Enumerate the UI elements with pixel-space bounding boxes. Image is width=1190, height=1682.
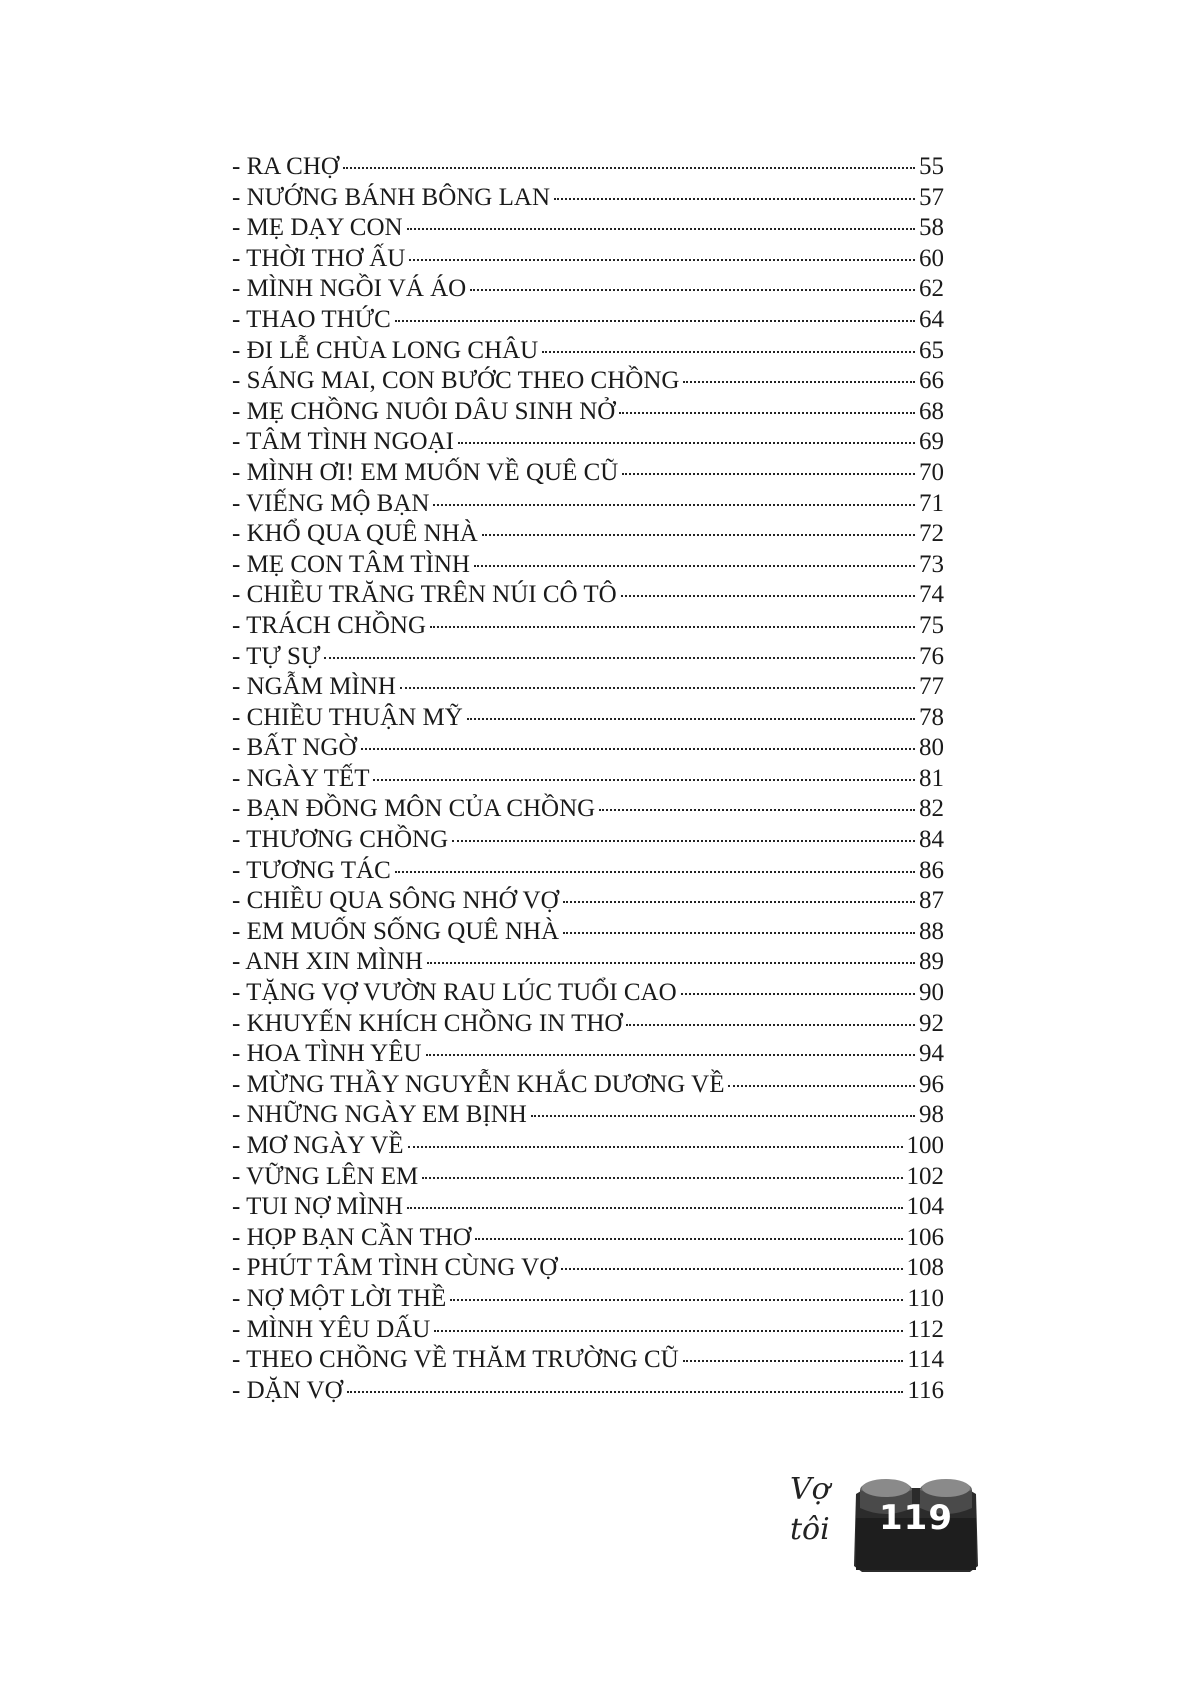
toc-entry-page: 84	[919, 826, 944, 854]
toc-entry-page: 106	[906, 1223, 944, 1251]
toc-entry-page: 65	[919, 336, 944, 364]
toc-entry-page: 98	[919, 1101, 944, 1129]
toc-entry	[232, 856, 944, 887]
toc-entry-title: - NHỮNG NGÀY EM BỊNH	[232, 1101, 527, 1129]
toc-dot-leader	[427, 962, 915, 964]
toc-entry-title: - NƯỚNG BÁNH BÔNG LAN	[232, 183, 550, 211]
toc-entry	[232, 764, 944, 795]
toc-entry-title: - THỜI THƠ ẤU	[232, 244, 406, 272]
toc-entry-page: 92	[919, 1009, 944, 1037]
book-title-line1: Vợ	[790, 1472, 830, 1507]
toc-entry-title: - NGẪM MÌNH	[232, 673, 396, 701]
toc-dot-leader	[531, 1115, 915, 1117]
toc-dot-leader	[434, 1330, 903, 1332]
toc-dot-leader	[482, 534, 915, 536]
toc-dot-leader	[430, 626, 915, 628]
toc-dot-leader	[408, 1146, 903, 1148]
toc-dot-leader	[343, 167, 915, 169]
toc-dot-leader	[395, 871, 915, 873]
toc-dot-leader	[426, 1054, 915, 1056]
toc-entry-title: - TRÁCH CHỒNG	[232, 611, 426, 639]
toc-entry	[232, 152, 944, 183]
toc-dot-leader	[626, 1024, 915, 1026]
toc-entry-page: 60	[919, 244, 944, 272]
toc-entry	[232, 427, 944, 458]
toc-dot-leader	[407, 1207, 902, 1209]
toc-entry-title: - KHUYẾN KHÍCH CHỒNG IN THƠ	[232, 1009, 623, 1037]
toc-dot-leader	[395, 320, 915, 322]
toc-entry-title: - MỪNG THẦY NGUYỄN KHẮC DƯƠNG VỀ	[232, 1070, 725, 1098]
toc-entry	[232, 1100, 944, 1131]
toc-entry	[232, 397, 944, 428]
toc-dot-leader	[400, 687, 915, 689]
toc-entry-title: - EM MUỐN SỐNG QUÊ NHÀ	[232, 917, 560, 945]
toc-entry	[232, 580, 944, 611]
toc-entry-title: - RA CHỢ	[232, 153, 339, 180]
toc-entry	[232, 489, 944, 520]
toc-entry	[232, 550, 944, 581]
toc-entry-page: 66	[919, 367, 944, 395]
toc-entry	[232, 947, 944, 978]
toc-entry	[232, 305, 944, 336]
toc-entry	[232, 183, 944, 214]
table-of-contents	[232, 152, 944, 1406]
toc-dot-leader	[599, 809, 915, 811]
toc-entry-page: 104	[906, 1193, 944, 1221]
toc-entry-page: 90	[919, 979, 944, 1007]
toc-entry-title: - MÌNH ƠI! EM MUỐN VỀ QUÊ CŨ	[232, 458, 619, 486]
toc-entry-page: 72	[919, 520, 944, 548]
toc-entry-title: - NỢ MỘT LỜI THỀ	[232, 1284, 447, 1312]
toc-entry	[232, 519, 944, 550]
toc-entry-page: 75	[919, 611, 944, 639]
toc-dot-leader	[458, 442, 915, 444]
toc-dot-leader	[683, 1360, 904, 1362]
toc-entry-page: 114	[907, 1346, 944, 1374]
toc-entry	[232, 244, 944, 275]
toc-entry	[232, 1162, 944, 1193]
toc-dot-leader	[561, 1268, 902, 1270]
toc-dot-leader	[474, 565, 915, 567]
toc-entry-page: 69	[919, 428, 944, 456]
toc-entry-title: - MẸ DẠY CON	[232, 214, 403, 242]
toc-entry-page: 64	[919, 305, 944, 333]
toc-entry-page: 80	[919, 734, 944, 762]
toc-entry	[232, 886, 944, 917]
toc-entry	[232, 825, 944, 856]
toc-dot-leader	[373, 779, 915, 781]
toc-entry-title: - HỌP BẠN CẦN THƠ	[232, 1223, 471, 1251]
toc-dot-leader	[621, 595, 915, 597]
toc-entry-page: 88	[919, 917, 944, 945]
toc-entry-page: 76	[919, 642, 944, 670]
toc-dot-leader	[361, 748, 915, 750]
toc-dot-leader	[470, 289, 915, 291]
toc-entry-page: 57	[919, 183, 944, 211]
toc-entry-title: - MÌNH YÊU DẤU	[232, 1315, 431, 1343]
toc-dot-leader	[467, 718, 915, 720]
toc-entry	[232, 1223, 944, 1254]
toc-entry-title: - KHỔ QUA QUÊ NHÀ	[232, 520, 478, 548]
toc-entry	[232, 213, 944, 244]
toc-entry-title: - MẸ CHỒNG NUÔI DÂU SINH NỞ	[232, 397, 616, 425]
toc-entry-title: - ANH XIN MÌNH	[232, 948, 423, 976]
toc-entry	[232, 1070, 944, 1101]
toc-entry-title: - THAO THỨC	[232, 305, 391, 333]
toc-entry	[232, 458, 944, 489]
toc-entry-title: - SÁNG MAI, CON BƯỚC THEO CHỒNG	[232, 367, 680, 395]
toc-entry-page: 58	[919, 214, 944, 242]
toc-dot-leader	[542, 351, 915, 353]
toc-entry	[232, 1345, 944, 1376]
toc-entry	[232, 733, 944, 764]
toc-entry-page: 68	[919, 397, 944, 425]
toc-entry-title: - CHIỀU QUA SÔNG NHỚ VỢ	[232, 887, 559, 915]
toc-entry-title: - TƯƠNG TÁC	[232, 856, 391, 884]
toc-entry-title: - HOA TÌNH YÊU	[232, 1040, 422, 1068]
toc-entry-page: 116	[907, 1376, 944, 1404]
toc-entry-title: - DẶN VỢ	[232, 1376, 343, 1404]
toc-entry-title: - NGÀY TẾT	[232, 764, 370, 792]
toc-dot-leader	[728, 1085, 915, 1087]
toc-entry	[232, 1315, 944, 1346]
toc-entry	[232, 1009, 944, 1040]
toc-entry	[232, 1192, 944, 1223]
toc-entry-page: 108	[906, 1254, 944, 1282]
toc-entry	[232, 1284, 944, 1315]
toc-entry-title: - VIẾNG MỘ BẠN	[232, 489, 430, 517]
toc-entry-title: - TẶNG VỢ VƯỜN RAU LÚC TUỔI CAO	[232, 979, 677, 1007]
toc-entry	[232, 366, 944, 397]
toc-dot-leader	[681, 993, 915, 995]
toc-entry-page: 89	[919, 948, 944, 976]
toc-entry-page: 112	[907, 1315, 944, 1343]
toc-entry-page: 74	[919, 581, 944, 609]
toc-entry	[232, 611, 944, 642]
toc-dot-leader	[683, 381, 915, 383]
toc-entry-page: 73	[919, 550, 944, 578]
toc-entry-title: - MẸ CON TÂM TÌNH	[232, 550, 470, 578]
toc-entry	[232, 1376, 944, 1407]
toc-entry	[232, 1253, 944, 1284]
toc-entry	[232, 642, 944, 673]
toc-entry-page: 62	[919, 275, 944, 303]
toc-entry-page: 87	[919, 887, 944, 915]
toc-entry-page: 55	[919, 153, 944, 180]
toc-entry	[232, 274, 944, 305]
toc-entry-title: - VỮNG LÊN EM	[232, 1162, 419, 1190]
toc-dot-leader	[433, 504, 915, 506]
toc-entry	[232, 1131, 944, 1162]
toc-entry-page: 77	[919, 673, 944, 701]
toc-dot-leader	[409, 259, 915, 261]
page-number: 119	[879, 1498, 953, 1538]
toc-entry	[232, 703, 944, 734]
toc-entry-title: - MÌNH NGỒI VÁ ÁO	[232, 275, 467, 303]
toc-entry-title: - TỰ SỰ	[232, 642, 321, 670]
toc-entry	[232, 917, 944, 948]
toc-entry	[232, 978, 944, 1009]
toc-entry-page: 110	[907, 1284, 944, 1312]
toc-entry-page: 100	[906, 1132, 944, 1159]
toc-entry-title: - TUI NỢ MÌNH	[232, 1193, 404, 1221]
book-title-line2: tôi	[790, 1512, 830, 1547]
toc-dot-leader	[324, 657, 915, 659]
page-footer	[790, 1470, 990, 1590]
toc-dot-leader	[407, 228, 915, 230]
toc-entry-title: - CHIỀU TRĂNG TRÊN NÚI CÔ TÔ	[232, 581, 617, 609]
toc-entry	[232, 336, 944, 367]
toc-dot-leader	[450, 1299, 903, 1301]
toc-entry-page: 102	[906, 1162, 944, 1190]
toc-dot-leader	[554, 198, 915, 200]
toc-entry	[232, 672, 944, 703]
toc-dot-leader	[563, 932, 915, 934]
toc-dot-leader	[452, 840, 915, 842]
toc-dot-leader	[422, 1177, 902, 1179]
toc-entry-page: 78	[919, 703, 944, 731]
toc-entry	[232, 1039, 944, 1070]
toc-entry-title: - BẤT NGỜ	[232, 734, 357, 762]
toc-dot-leader	[347, 1391, 904, 1393]
toc-entry-title: - TÂM TÌNH NGOẠI	[232, 428, 454, 456]
toc-entry-title: - THEO CHỒNG VỀ THĂM TRƯỜNG CŨ	[232, 1346, 679, 1374]
toc-entry-page: 81	[919, 764, 944, 792]
toc-entry-title: - BẠN ĐỒNG MÔN CỦA CHỒNG	[232, 795, 596, 823]
toc-dot-leader	[563, 901, 915, 903]
toc-entry-page: 94	[919, 1040, 944, 1068]
toc-dot-leader	[619, 412, 915, 414]
toc-entry-title: - CHIỀU THUẬN MỸ	[232, 703, 463, 731]
toc-entry-title: - THƯƠNG CHỒNG	[232, 826, 449, 854]
toc-entry-page: 86	[919, 856, 944, 884]
toc-entry-page: 96	[919, 1070, 944, 1098]
toc-entry-page: 71	[919, 489, 944, 517]
toc-entry-title: - PHÚT TÂM TÌNH CÙNG VỢ	[232, 1254, 558, 1282]
toc-entry-title: - MƠ NGÀY VỀ	[232, 1132, 404, 1159]
toc-dot-leader	[475, 1238, 903, 1240]
toc-entry	[232, 794, 944, 825]
toc-entry-title: - ĐI LỄ CHÙA LONG CHÂU	[232, 336, 539, 364]
toc-entry-page: 82	[919, 795, 944, 823]
toc-entry-page: 70	[919, 458, 944, 486]
toc-dot-leader	[622, 473, 915, 475]
